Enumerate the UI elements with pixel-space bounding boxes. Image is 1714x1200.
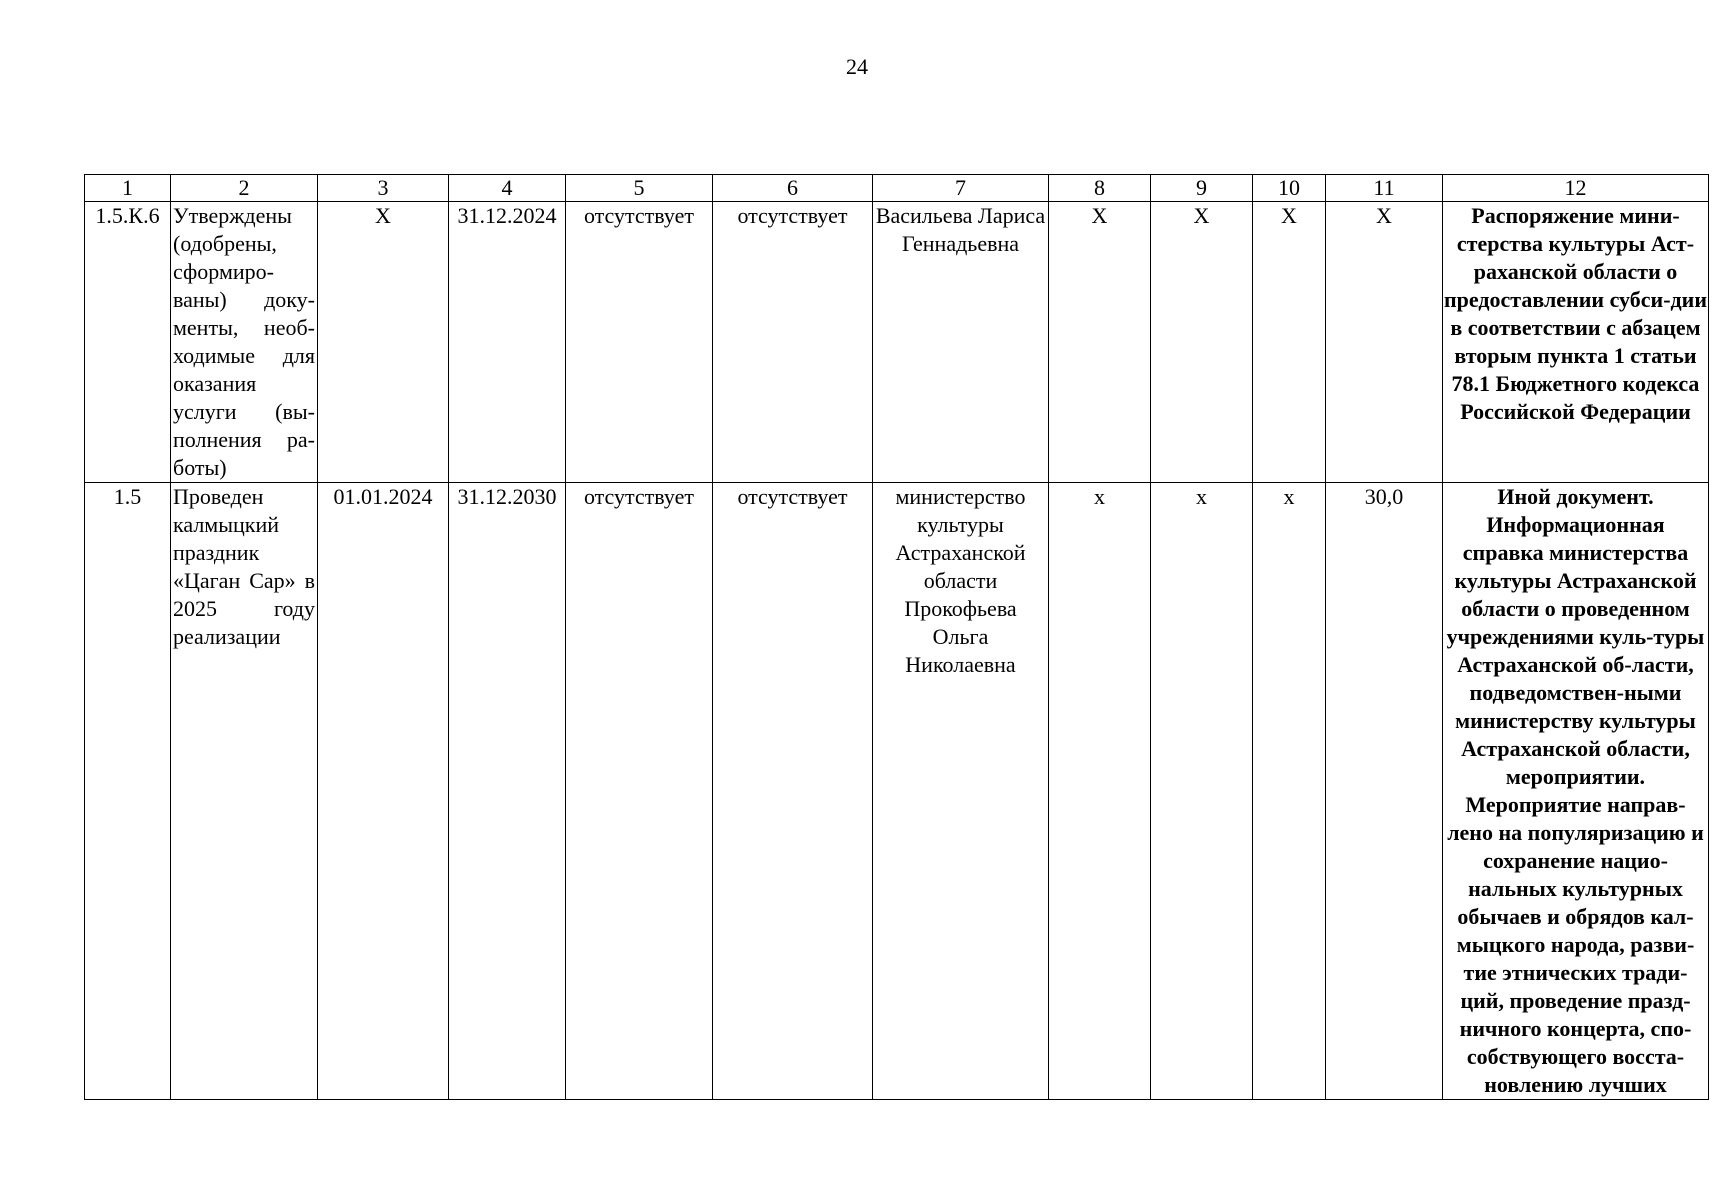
column-6-value: отсутствует [713,483,873,1100]
column-5-value: отсутствует [566,483,713,1100]
column-6-value: отсутствует [713,202,873,483]
column-number: 12 [1443,175,1709,202]
column-number: 10 [1253,175,1326,202]
responsible-person: Васильева Лариса Геннадьевна [873,202,1049,483]
column-9-value: Х [1151,202,1253,483]
table-row [85,202,1709,483]
column-11-value: Х [1326,202,1443,483]
plan-table [84,174,1709,1100]
start-date: 01.01.2024 [318,483,449,1100]
table-row [85,483,1709,1100]
column-number-row [85,175,1709,202]
column-number: 1 [85,175,171,202]
end-date: 31.12.2030 [449,483,566,1100]
column-8-value: Х [1049,202,1151,483]
row-number: 1.5 [85,483,171,1100]
end-date: 31.12.2024 [449,202,566,483]
column-5-value: отсутствует [566,202,713,483]
column-number: 8 [1049,175,1151,202]
confirming-document: Распоряжение мини-стерства культуры Аст-раханской области о предоставлении субси-дии в соответствии с абзацем вторым пункта 1 статьи 78.1 Бюджетного кодекса Российской Федерации [1443,202,1709,483]
row-number: 1.5.К.6 [85,202,171,483]
column-10-value: х [1253,483,1326,1100]
milestone-name: Утверждены (одобрены, сформиро-ваны) доку-менты, необ-ходимые для оказания услуги (вы-полнения ра-боты) [171,202,318,483]
column-number: 11 [1326,175,1443,202]
page-number: 24 [846,54,868,79]
column-number: 3 [318,175,449,202]
milestone-name: Проведен калмыцкий праздник «Цаган Сар» в 2025 году реализации [171,483,318,1100]
column-9-value: х [1151,483,1253,1100]
column-number: 9 [1151,175,1253,202]
confirming-document: Иной документ. Информационная справка министерства культуры Астраханской области о проведенном учреждениями куль-туры Астраханской об-ласти, подведомствен-ными министерству культуры Астраханской области, мероприятии. Мероприятие направ-лено на популяризацию и сохранение нацио-нальных культурных обычаев и обрядов кал-мыцкого народа, разви-тие этнических тради-ций, проведение празд-ничного концерта, спо-собствующего восста-новлению лучших [1443,483,1709,1100]
column-number: 4 [449,175,566,202]
column-11-value: 30,0 [1326,483,1443,1100]
column-8-value: х [1049,483,1151,1100]
column-number: 6 [713,175,873,202]
column-number: 2 [171,175,318,202]
start-date: Х [318,202,449,483]
responsible-person: министерство культуры Астраханской области Прокофьева Ольга Николаевна [873,483,1049,1100]
column-number: 5 [566,175,713,202]
column-10-value: Х [1253,202,1326,483]
column-number: 7 [873,175,1049,202]
